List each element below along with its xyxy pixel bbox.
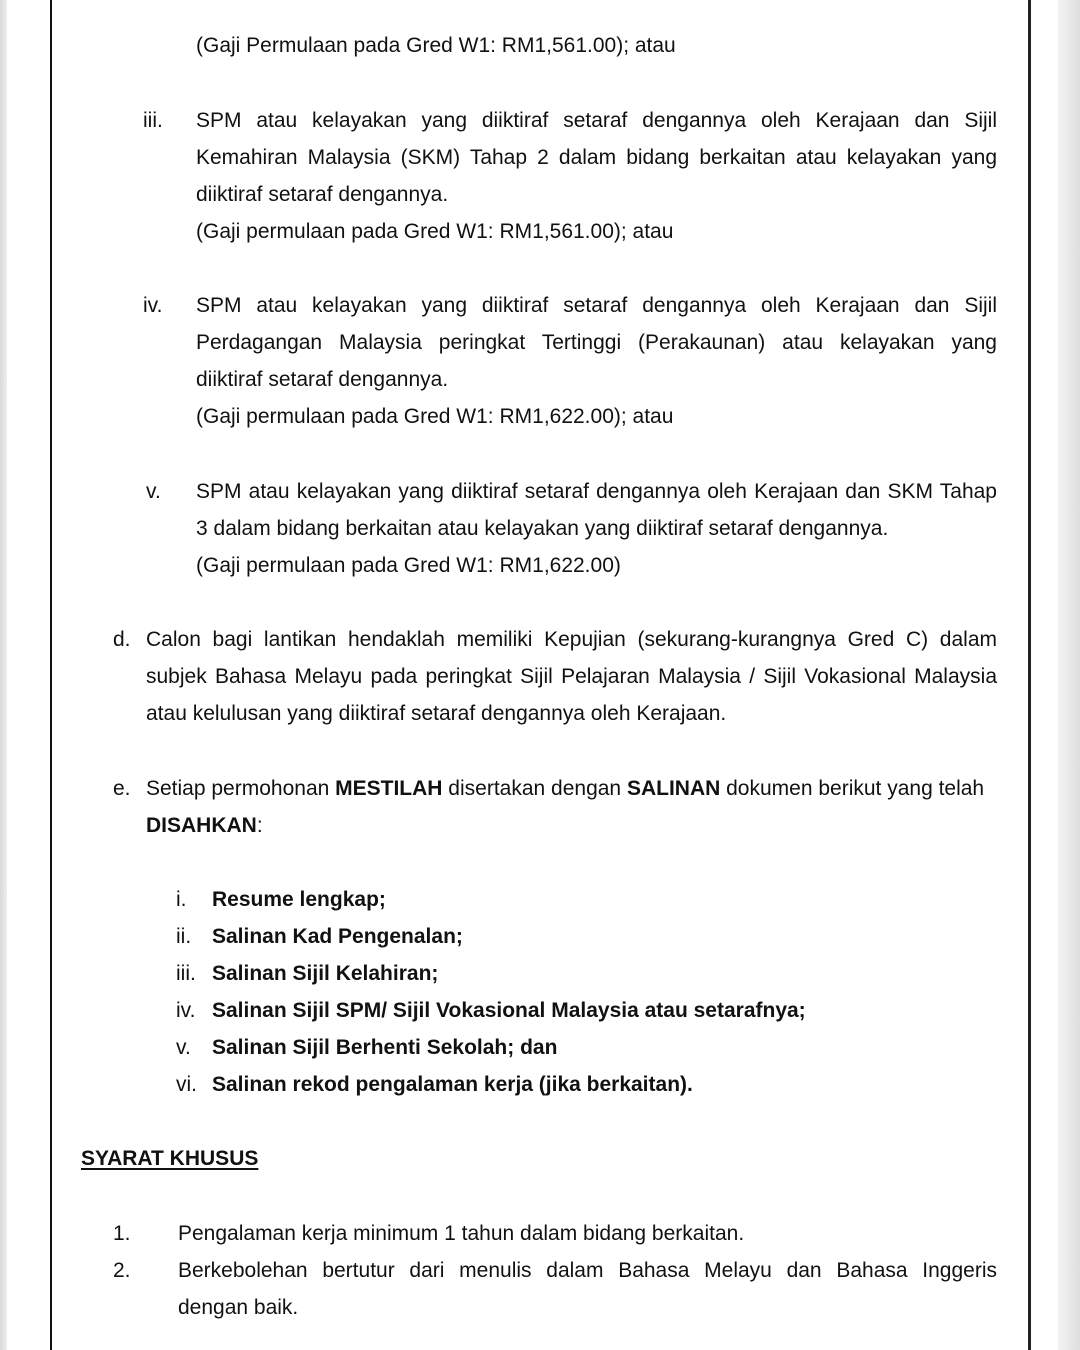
requirement-marker: 2. bbox=[113, 1259, 131, 1282]
doc-item: Salinan Kad Pengenalan; bbox=[212, 925, 463, 948]
doc-item: Salinan Sijil Berhenti Sekolah; dan bbox=[212, 1036, 558, 1059]
item-iv-marker: iv. bbox=[143, 294, 163, 317]
item-e-part4: : bbox=[256, 814, 263, 837]
item-iv-line: SPM atau kelayakan yang diiktiraf setaraf dengannya oleh Kerajaan dan Sijil bbox=[196, 294, 997, 317]
doc-marker: iii. bbox=[176, 962, 196, 985]
doc-item: Resume lengkap; bbox=[212, 888, 386, 911]
item-e-part1: Setiap permohonan bbox=[146, 777, 336, 800]
requirement-marker: 1. bbox=[113, 1222, 131, 1245]
item-e-text bbox=[146, 776, 984, 802]
doc-item: Salinan Sijil Kelahiran; bbox=[212, 962, 439, 985]
page-border-right bbox=[1028, 0, 1031, 1350]
requirement-line: dengan baik. bbox=[178, 1296, 299, 1319]
item-e-part2: disertakan dengan bbox=[442, 777, 627, 800]
item-iii-line: diiktiraf setaraf dengannya. bbox=[196, 183, 449, 206]
doc-item: Salinan Sijil SPM/ Sijil Vokasional Malaysia atau setarafnya; bbox=[212, 999, 806, 1022]
doc-marker: i. bbox=[176, 888, 187, 911]
item-e-line bbox=[146, 776, 997, 802]
doc-marker: v. bbox=[176, 1036, 191, 1059]
item-v-line: SPM atau kelayakan yang diiktiraf setaraf dengannya oleh Kerajaan dan SKM Tahap bbox=[196, 480, 997, 503]
doc-marker: iv. bbox=[176, 999, 196, 1022]
item-e-line2 bbox=[146, 813, 263, 839]
item-d-line: atau kelulusan yang diiktiraf setaraf dengannya oleh Kerajaan. bbox=[146, 702, 727, 725]
item-e-bold-mestilah: MESTILAH bbox=[335, 777, 443, 800]
requirement-line: Berkebolehan bertutur dari menulis dalam Bahasa Melayu dan Bahasa Inggeris bbox=[178, 1259, 997, 1282]
item-v-marker: v. bbox=[146, 480, 161, 503]
requirement-line: Pengalaman kerja minimum 1 tahun dalam bidang berkaitan. bbox=[178, 1222, 745, 1245]
doc-item: Salinan rekod pengalaman kerja (jika berkaitan). bbox=[212, 1073, 693, 1096]
item-e-bold-salinan: SALINAN bbox=[626, 777, 721, 800]
item-ii-salary: (Gaji Permulaan pada Gred W1: RM1,561.00); atau bbox=[196, 34, 676, 57]
doc-marker: ii. bbox=[176, 925, 192, 948]
item-d-marker: d. bbox=[113, 628, 131, 651]
viewer-edge-right bbox=[1058, 0, 1080, 1350]
item-e-bold-disahkan: DISAHKAN bbox=[146, 814, 257, 837]
item-iv-line: Perdagangan Malaysia peringkat Tertinggi (Perakaunan) atau kelayakan yang bbox=[196, 331, 997, 354]
viewer-edge-left bbox=[0, 0, 7, 1350]
item-v-salary: (Gaji permulaan pada Gred W1: RM1,622.00) bbox=[196, 554, 621, 577]
item-iii-line: Kemahiran Malaysia (SKM) Tahap 2 dalam bidang berkaitan atau kelayakan yang bbox=[196, 146, 997, 169]
item-d-line: Calon bagi lantikan hendaklah memiliki Kepujian (sekurang-kurangnya Gred C) dalam bbox=[146, 628, 997, 651]
item-iii-line: SPM atau kelayakan yang diiktiraf setaraf dengannya oleh Kerajaan dan Sijil bbox=[196, 109, 997, 132]
doc-marker: vi. bbox=[176, 1073, 197, 1096]
item-iv-line: diiktiraf setaraf dengannya. bbox=[196, 368, 449, 391]
section-heading-syarat-khusus: SYARAT KHUSUS bbox=[81, 1147, 259, 1170]
item-iii-marker: iii. bbox=[143, 109, 163, 132]
item-e-part3: dokumen berikut yang telah bbox=[720, 777, 985, 800]
page-border-left bbox=[50, 0, 52, 1350]
item-v-line: 3 dalam bidang berkaitan atau kelayakan yang diiktiraf setaraf dengannya. bbox=[196, 517, 889, 540]
item-iii-salary: (Gaji permulaan pada Gred W1: RM1,561.00); atau bbox=[196, 220, 674, 243]
item-d-line: subjek Bahasa Melayu pada peringkat Sijil Pelajaran Malaysia / Sijil Vokasional Malaysia bbox=[146, 665, 997, 688]
item-iv-salary: (Gaji permulaan pada Gred W1: RM1,622.00); atau bbox=[196, 405, 674, 428]
item-e-marker: e. bbox=[113, 777, 131, 800]
